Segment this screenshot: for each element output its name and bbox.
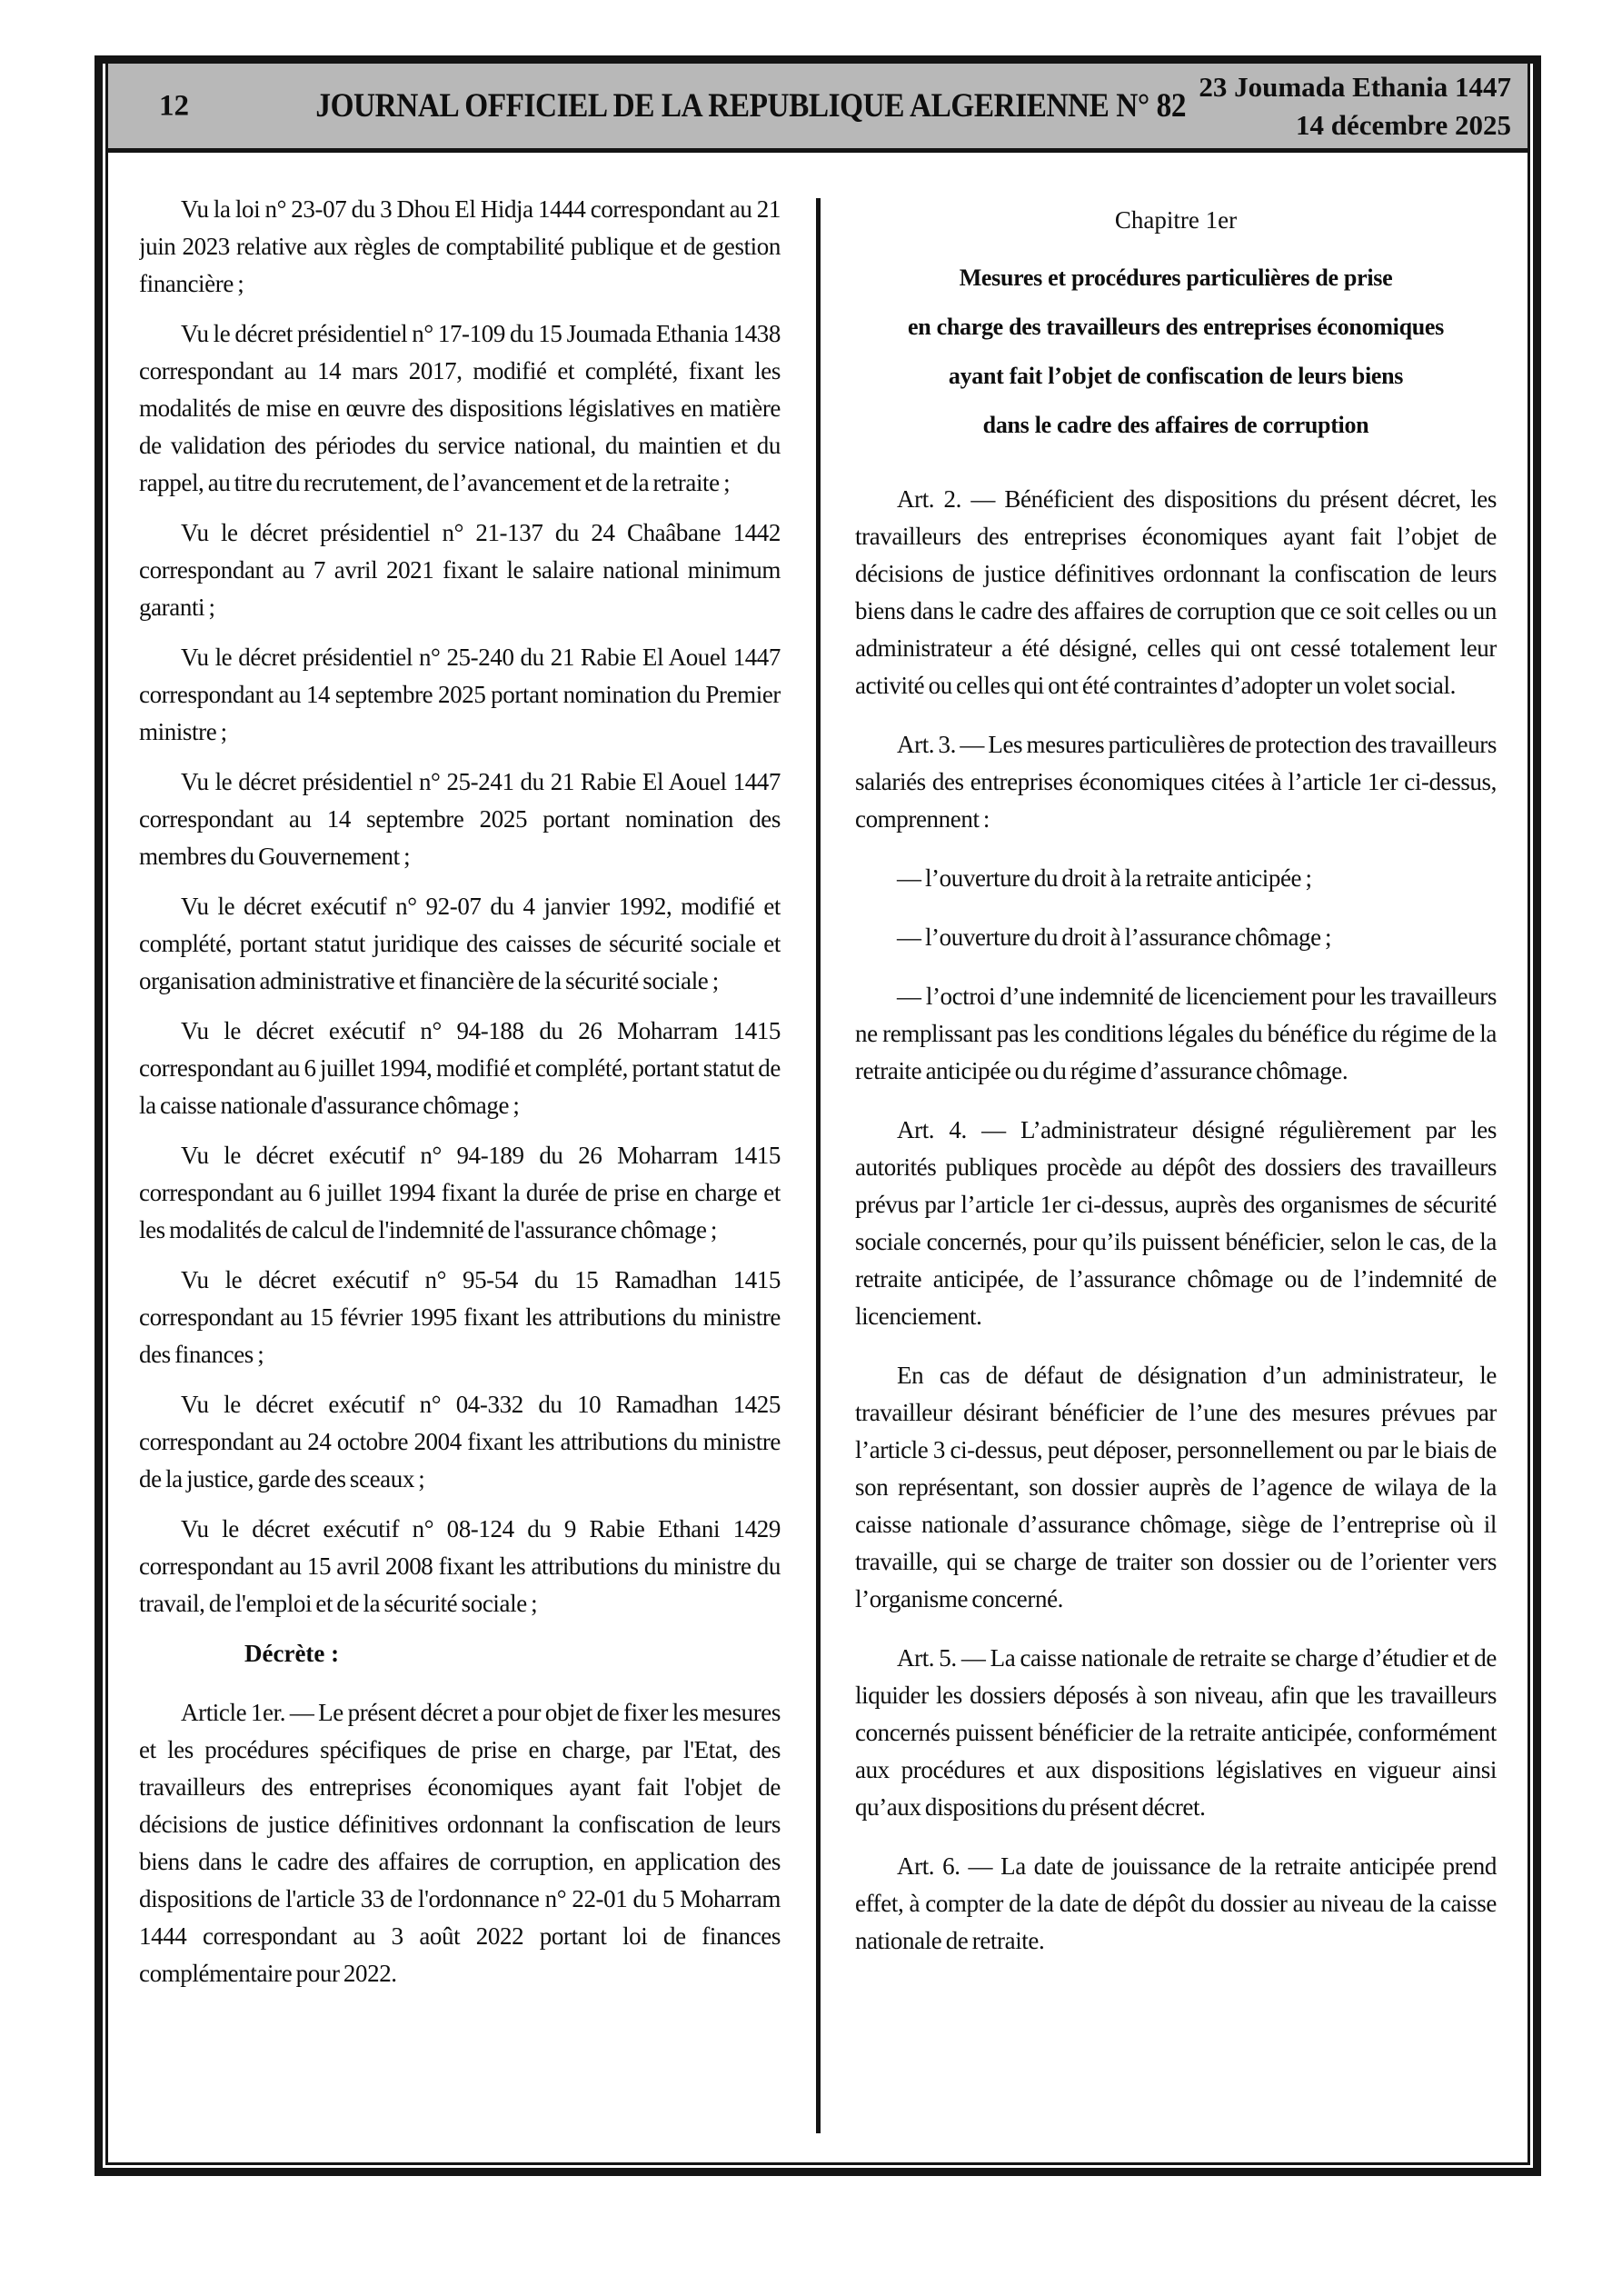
chapter-title-line: ayant fait l’objet de confiscation de leurs biens: [948, 363, 1404, 389]
visa-paragraph: Vu le décret exécutif n° 92-07 du 4 janvier 1992, modifié et complété, portant statut juridique des caisses de sécurité sociale et organisation administrative et financière de la sécurité sociale ;: [139, 893, 781, 994]
page-body: [108, 153, 1527, 2162]
list-item-dash: — l’ouverture du droit à l’assurance chômage ;: [897, 923, 1332, 951]
article-3-paragraph: Art. 3. — Les mesures particulières de protection des travailleurs salariés des entreprises économiques citées à l’article 1er ci-dessus, comprennent :: [855, 731, 1497, 833]
list-item-dash: — l’octroi d’une indemnité de licenciement pour les travailleurs ne remplissant pas les conditions légales du bénéfice du régime de la retraite anticipée ou du régime d’assurance chômage.: [855, 983, 1497, 1084]
article-6-paragraph: Art. 6. — La date de jouissance de la retraite anticipée prend effet, à compter de la date de dépôt du dossier au niveau de la caisse nationale de retraite.: [855, 1852, 1497, 1954]
visa-paragraph: Vu la loi n° 23-07 du 3 Dhou El Hidja 1444 correspondant au 21 juin 2023 relative aux règles de comptabilité publique et de gestion financière ;: [139, 195, 781, 297]
article-1-paragraph: Article 1er. — Le présent décret a pour objet de fixer les mesures et les procédures spécifiques de prise en charge, par l'Etat, des travailleurs des entreprises économiques ayant fait l'objet de décisions de justice définitives ordonnant la confiscation de leurs biens dans le cadre des affaires de corruption, en application des dispositions de l'article 33 de l'ordonnance n° 22-01 du 5 Moharram 1444 correspondant au 3 août 2022 portant loi de finances complémentaire pour 2022.: [139, 1699, 781, 1987]
column-divider: [816, 198, 821, 2133]
chapter-title-line: dans le cadre des affaires de corruption: [982, 412, 1369, 438]
visa-paragraph: Vu le décret exécutif n° 95-54 du 15 Ramadhan 1415 correspondant au 15 février 1995 fixant les attributions du ministre des finances ;: [139, 1266, 781, 1368]
article-2-paragraph: Art. 2. — Bénéficient des dispositions du présent décret, les travailleurs des entreprises économiques ayant fait l’objet de décisions de justice définitives ordonnant la confiscation de leurs biens dans le cadre des affaires de corruption que ce soit celles ou un administrateur a été désigné, celles qui ont cessé totalement leur activité ou celles qui ont été contraintes d’adopter un volet social.: [855, 485, 1497, 699]
chapter-label: Chapitre 1er: [1114, 206, 1238, 234]
visa-paragraph: Vu le décret exécutif n° 08-124 du 9 Rabie Ethani 1429 correspondant au 15 avril 2008 fixant les attributions du ministre du travail, de l'emploi et de la sécurité sociale ;: [139, 1515, 781, 1617]
gregorian-date: 14 décembre 2025: [1295, 108, 1511, 141]
page-number: 12: [159, 89, 189, 122]
visa-paragraph: Vu le décret exécutif n° 94-188 du 26 Moharram 1415 correspondant au 6 juillet 1994, modifié et complété, portant statut de la caisse nationale d'assurance chômage ;: [139, 1017, 781, 1119]
chapter-title-line: Mesures et procédures particulières de prise: [959, 265, 1393, 291]
journal-title: JOURNAL OFFICIEL DE LA REPUBLIQUE ALGERIENNE N° 82: [315, 87, 1187, 125]
visa-paragraph: Vu le décret exécutif n° 04-332 du 10 Ramadhan 1425 correspondant au 24 octobre 2004 fixant les attributions du ministre de la justice, garde des sceaux ;: [139, 1391, 781, 1492]
hijri-date: 23 Joumada Ethania 1447: [1199, 70, 1511, 103]
article-4-paragraph: Art. 4. — L’administrateur désigné régulièrement par les autorités publiques procède au dépôt des dossiers des travailleurs prévus par l’article 1er ci-dessus, auprès des organismes de sécurité sociale concernés, pour qu’ils puissent bénéficier, selon le cas, de la retraite anticipée, de l’assurance chômage ou de l’indemnité de licenciement.: [855, 1116, 1497, 1330]
visa-paragraph: Vu le décret présidentiel n° 25-241 du 21 Rabie El Aouel 1447 correspondant au 14 septembre 2025 portant nomination des membres du Gouvernement ;: [139, 768, 781, 870]
chapter-title: [855, 254, 1497, 450]
visa-paragraph: Vu le décret présidentiel n° 17-109 du 15 Joumada Ethania 1438 correspondant au 14 mars 2017, modifié et complété, fixant les modalités de mise en œuvre des dispositions législatives en matière de validation des périodes du service national, du maintien et du rappel, au titre du recrutement, de l’avancement et de la retraite ;: [139, 320, 781, 496]
visa-paragraph: Vu le décret exécutif n° 94-189 du 26 Moharram 1415 correspondant au 6 juillet 1994 fixant la durée de prise en charge et les modalités de calcul de l'indemnité de l'assurance chômage ;: [139, 1142, 781, 1243]
right-column: [855, 153, 1497, 2162]
article-4-second-paragraph: En cas de défaut de désignation d’un administrateur, le travailleur désirant bénéficier de l’une des mesures prévues par l’article 3 ci-dessus, peut déposer, personnellement ou par le biais de son représentant, son dossier auprès de l’agence de wilaya de la caisse nationale d’assurance chômage, siège de l’entreprise où il travaille, qui se charge de traiter son dossier ou de l’orienter vers l’organisme concerné.: [855, 1362, 1497, 1612]
left-column: [139, 153, 781, 2162]
visa-paragraph: Vu le décret présidentiel n° 25-240 du 21 Rabie El Aouel 1447 correspondant au 14 septembre 2025 portant nomination du Premier ministre ;: [139, 644, 781, 745]
page-frame: [95, 55, 1541, 2176]
issue-dates: [1199, 68, 1511, 145]
page-frame-inner: [105, 64, 1530, 2165]
article-5-paragraph: Art. 5. — La caisse nationale de retraite se charge d’étudier et de liquider les dossiers déposés à son niveau, afin que les travailleurs concernés puissent bénéficier de la retraite anticipée, conformément aux procédures et aux dispositions législatives en vigueur ainsi qu’aux dispositions du présent décret.: [855, 1644, 1497, 1821]
visa-paragraph: Vu le décret présidentiel n° 21-137 du 24 Chaâbane 1442 correspondant au 7 avril 2021 fixant le salaire national minimum garanti ;: [139, 519, 781, 621]
decree-label: Décrète :: [244, 1640, 340, 1667]
chapter-title-line: en charge des travailleurs des entreprises économiques: [908, 314, 1444, 340]
list-item-dash: — l’ouverture du droit à la retraite anticipée ;: [897, 864, 1312, 892]
header-band: [108, 64, 1527, 153]
